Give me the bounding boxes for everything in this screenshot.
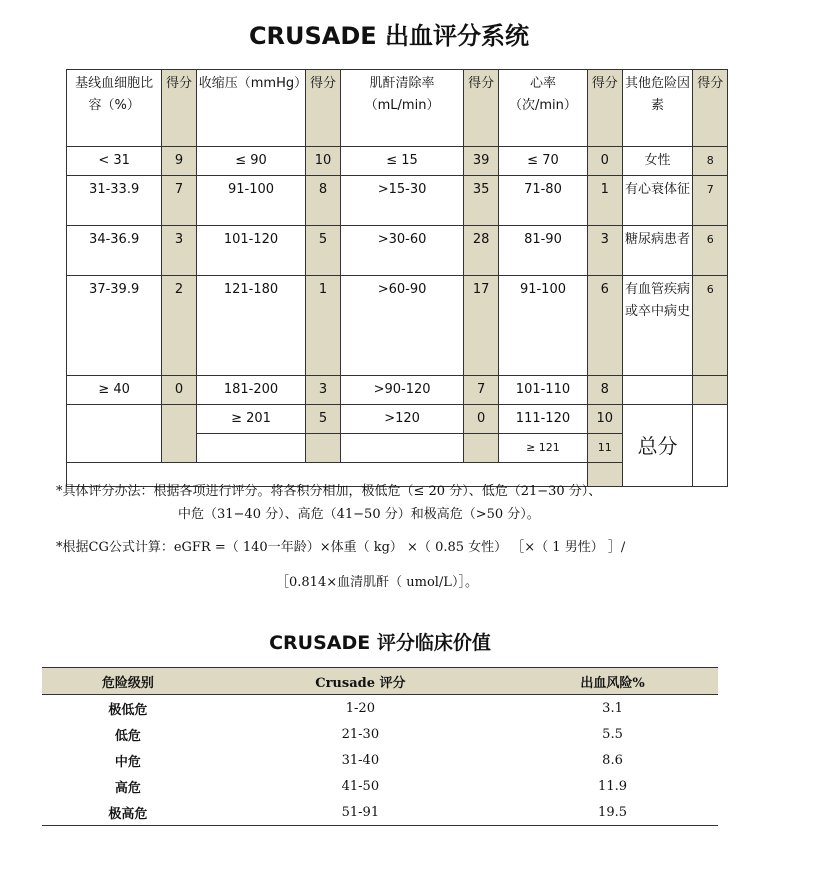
score-cell: 7 — [162, 176, 196, 226]
table-row — [67, 176, 728, 226]
table-row — [42, 721, 718, 747]
table-row — [42, 773, 718, 799]
score-cell: 1 — [306, 276, 340, 376]
table-row — [67, 276, 728, 376]
hr-cell: 101-110 — [498, 376, 587, 405]
sbp-cell: 181-200 — [196, 376, 305, 405]
total-score-label: 总分 — [622, 405, 693, 487]
hct-cell: ≥ 40 — [67, 376, 162, 405]
risk-level-cell: 高危 — [114, 780, 141, 796]
score-cell: 1 — [588, 176, 622, 226]
hct-cell: 37-39.9 — [67, 276, 162, 376]
crusade-score-table — [66, 69, 728, 487]
crusade-score-cell: 21-30 — [341, 726, 380, 742]
risk-factor-cell: 有血管疾病或卒中病史 — [622, 276, 693, 376]
score-cell — [464, 434, 498, 463]
table-row — [67, 376, 728, 405]
risk-factor-cell: 糖尿病患者 — [622, 226, 693, 276]
score-cell: 28 — [464, 226, 498, 276]
header-cell: 其他危险因素 — [622, 70, 693, 147]
table-row — [67, 405, 728, 434]
hct-cell: < 31 — [67, 147, 162, 176]
hct-cell: 31-33.9 — [67, 176, 162, 226]
score-cell — [162, 405, 196, 463]
header-cell: 得分 — [588, 70, 622, 147]
header-cell: 心率（次/min） — [498, 70, 587, 147]
score-cell: 3 — [306, 376, 340, 405]
crusade-score-cell: 41-50 — [341, 778, 380, 794]
score-cell: 6 — [588, 276, 622, 376]
sbp-cell: 101-120 — [196, 226, 305, 276]
score-cell: 17 — [464, 276, 498, 376]
hct-cell: 34-36.9 — [67, 226, 162, 276]
page-title: CRUSADE 出血评分系统 — [248, 22, 530, 50]
risk-level-cell: 低危 — [114, 728, 141, 744]
header-cell: Crusade 评分 — [214, 668, 507, 695]
score-cell: 11 — [588, 434, 622, 463]
risk-factor-cell: 女性 — [622, 147, 693, 176]
score-cell: 7 — [693, 176, 728, 226]
hr-cell: 111-120 — [498, 405, 587, 434]
score-cell: 8 — [588, 376, 622, 405]
crcl-cell — [340, 434, 464, 463]
bleeding-risk-cell: 11.9 — [598, 778, 627, 794]
bleeding-risk-cell: 19.5 — [507, 799, 718, 826]
crcl-cell: >90-120 — [340, 376, 464, 405]
header-cell: 危险级别 — [42, 668, 214, 695]
hr-cell: ≤ 70 — [498, 147, 587, 176]
crusade-score-cell: 1-20 — [345, 700, 375, 716]
score-cell: 5 — [306, 405, 340, 434]
scoring-note-continued: 中危（31−40 分）、高危（41−50 分）和极高危（>50 分）。 — [178, 507, 540, 522]
score-cell: 39 — [464, 147, 498, 176]
risk-table-title: CRUSADE 评分临床价值 — [269, 632, 491, 654]
score-cell: 10 — [588, 405, 622, 434]
crcl-cell: >60-90 — [340, 276, 464, 376]
sbp-cell: 121-180 — [196, 276, 305, 376]
header-cell: 得分 — [464, 70, 498, 147]
sbp-cell: ≤ 90 — [196, 147, 305, 176]
score-cell: 3 — [588, 226, 622, 276]
header-cell: 得分 — [693, 70, 728, 147]
risk-table — [42, 667, 718, 826]
score-cell: 3 — [162, 226, 196, 276]
score-cell: 0 — [464, 405, 498, 434]
hr-cell: 81-90 — [498, 226, 587, 276]
table-row — [67, 147, 728, 176]
score-cell: 6 — [693, 276, 728, 376]
score-cell: 8 — [306, 176, 340, 226]
hct-cell — [67, 405, 162, 463]
formula-note: *根据CG公式计算：eGFR =（ 140一年龄）×体重（ kg） ×（ 0.85 女性） ［×（ 1 男性） ］/ — [56, 540, 626, 555]
crusade-score-cell: 51-91 — [214, 799, 507, 826]
crusade-score-cell: 31-40 — [341, 752, 380, 768]
risk-level-cell: 极低危 — [108, 702, 148, 718]
header-cell: 基线血细胞比容（%） — [67, 70, 162, 147]
score-cell: 10 — [306, 147, 340, 176]
crcl-cell: >15-30 — [340, 176, 464, 226]
total-score-cell — [693, 405, 728, 487]
score-cell: 2 — [162, 276, 196, 376]
hr-cell: 71-80 — [498, 176, 587, 226]
header-cell: 肌酐清除率（mL/min） — [340, 70, 464, 147]
score-cell: 0 — [588, 147, 622, 176]
score-cell: 9 — [162, 147, 196, 176]
hr-cell: ≥ 121 — [498, 434, 587, 463]
header-cell: 收缩压（mmHg） — [196, 70, 305, 147]
table-row — [67, 226, 728, 276]
table-row — [42, 799, 718, 826]
header-cell: 出血风险% — [507, 668, 718, 695]
crcl-cell: >120 — [340, 405, 464, 434]
sbp-cell — [196, 434, 305, 463]
score-cell: 6 — [693, 226, 728, 276]
sbp-cell: ≥ 201 — [196, 405, 305, 434]
risk-level-cell: 极高危 — [42, 799, 214, 826]
table-row — [42, 695, 718, 722]
header-cell: 得分 — [162, 70, 196, 147]
scoring-note: *具体评分办法：根据各项进行评分。将各积分相加，极低危（≤ 20 分）、低危（21−30 分）、 — [56, 484, 602, 499]
header-cell: 得分 — [306, 70, 340, 147]
hr-cell: 91-100 — [498, 276, 587, 376]
score-cell: 5 — [306, 226, 340, 276]
crcl-cell: ≤ 15 — [340, 147, 464, 176]
bleeding-risk-cell: 8.6 — [602, 752, 623, 768]
sbp-cell: 91-100 — [196, 176, 305, 226]
crcl-cell: >30-60 — [340, 226, 464, 276]
bleeding-risk-cell: 3.1 — [602, 700, 623, 716]
risk-factor-cell: 有心衰体征 — [622, 176, 693, 226]
score-cell: 8 — [693, 147, 728, 176]
score-cell — [306, 434, 340, 463]
formula-note-continued: ［0.814×血清肌酐（ umol/L）］。 — [276, 575, 478, 590]
risk-header-row — [42, 668, 718, 695]
risk-factor-cell — [622, 376, 693, 405]
table-row — [42, 747, 718, 773]
score-cell: 7 — [464, 376, 498, 405]
risk-level-cell: 中危 — [114, 754, 141, 770]
score-cell — [693, 376, 728, 405]
score-cell: 0 — [162, 376, 196, 405]
bleeding-risk-cell: 5.5 — [602, 726, 623, 742]
score-cell: 35 — [464, 176, 498, 226]
table-header-row — [67, 70, 728, 147]
